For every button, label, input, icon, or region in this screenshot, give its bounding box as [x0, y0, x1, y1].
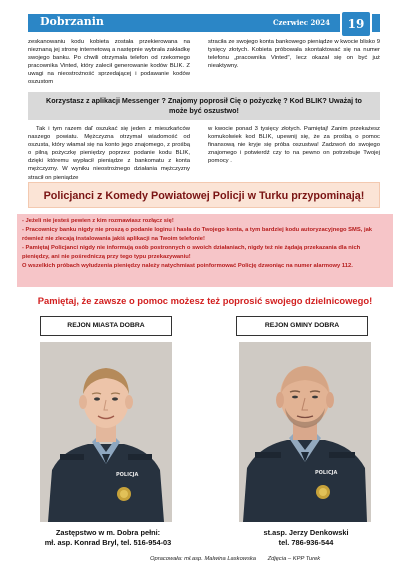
officer-portrait-image [40, 342, 172, 522]
warning-item: O wszelkich próbach wyłudzenia pieniędzy należy natychmiast poinformować Policję dzwoniąc na numer alarmowy 112. [22, 263, 353, 269]
author-credit: Opracowała: mł.asp. Malwina Laskowska [150, 556, 256, 562]
warning-item: - Pamiętaj Policjanci nigdy nie informują osób postronnych o swoich działaniach, nigdy też nie żądają przekazania dla nich pieniędzy, ani nie pośredniczą przy tego typu przekazywaniu! [22, 245, 361, 260]
issue-date: Czerwiec 2024 [272, 18, 330, 27]
article-paragraph: w kwocie ponad 3 tysięcy złotych. Pamiętaj! Zanim przekażesz komukolwiek kod BLIK, upewnij się, że za prośbą o pomoc finansową nie kryje się próba oszustwa! Zadzwoń do swojego znajomego i potwierdź czy to na pewno on potrzebuje Twojej pomocy . [208, 126, 380, 165]
officer-name: st.asp. Jerzy Denkowski [263, 528, 349, 537]
credits [150, 556, 400, 562]
messenger-heading-text: Korzystasz z aplikacji Messenger ? Znajomy poprosił Cię o pożyczkę ? Kod BLIK? Uważaj to może być oszustwo! [46, 96, 362, 115]
warning-item: - Pracownicy banku nigdy nie proszą o podanie loginu i hasła do Twojego konta, a tym bardziej kodu autoryzacyjnego SMS, jak również nie zlecają instalowania jakiś aplikacji na Twoim telefonie! [22, 227, 373, 242]
region-label-commune [236, 316, 368, 336]
region-label-text: REJON MIASTA DOBRA [67, 322, 145, 329]
messenger-warning-heading [28, 92, 380, 120]
article-column-right-bottom [208, 125, 380, 165]
officer-caption-left [20, 528, 196, 548]
officer-photo-right [239, 342, 371, 522]
police-headline-box [28, 182, 380, 208]
magazine-title: Dobrzanin [40, 15, 104, 28]
officer-phone: tel. 786-936-544 [278, 538, 334, 547]
article-column-left-top [28, 38, 190, 87]
police-headline: Policjanci z Komedy Powiatowej Policji w Turku przypominają! [43, 190, 365, 202]
article-paragraph: Tak i tym razem daľ oszukać się jeden z mieszkańców naszego powiatu. Mężczyzna otrzymał wiadomość od oszusta, który włamał się na konto jego znajomego, z prośbą o pilną pożyczkę pieniędzy poprzez podanie kodu BLIK, dzięki któremu wypłacił pieniądze z bankomatu z konta mężczyzny. W wyniku nieostrożnego działania mężczyzny stracił on pieniądze [28, 126, 190, 181]
officer-name-phone: mł. asp. Konrad Bryl, tel. 516-954-03 [44, 538, 172, 547]
warnings-box [17, 214, 393, 287]
article-paragraph: straciła ze swojego konta bankowego pieniądze w kwocie blisko 9 tysięcy złotych. Kobieta próbowała skontaktować się na numer telefonu „pracownika Vinted", lecz okazał się on być już nieaktywny. [208, 39, 380, 70]
page-number: 19 [340, 10, 372, 38]
warning-item: - Jeżeli nie jesteś pewien z kim rozmawiasz rozłącz się! [22, 218, 174, 224]
officer-role: Zastępstwo w m. Dobra pełni: [55, 528, 161, 537]
article-paragraph: zeskanowaniu kodu kobieta została przekierowana na nieznaną jej stronę internetową a następnie wybrała zakładkę swojego banku. Po chwili otrzymała telefon od rzekomego pracownika Vinted, który zalecił generowanie kodów BLIK. Z uwagi na nieostrożność sprzedającej i podawanie kodów oszustom [28, 39, 190, 86]
police-badge-text: POLICJA [116, 472, 139, 478]
officer-caption-right [228, 528, 384, 548]
region-label-text: REJON GMINY DOBRA [264, 322, 340, 329]
photo-credit: Zdjęcia – KPP Turek [267, 556, 321, 562]
region-label-city [40, 316, 172, 336]
article-column-left-bottom [28, 125, 190, 182]
officer-portrait-image [239, 342, 371, 522]
officer-photo-left [40, 342, 172, 522]
page-header [28, 14, 380, 32]
police-badge-text: POLICJA [315, 470, 338, 476]
slogan: Pamiętaj, że zawsze o pomoc możesz też poprosić swojego dzielnicowego! [37, 295, 373, 306]
article-column-right-top [208, 38, 380, 70]
